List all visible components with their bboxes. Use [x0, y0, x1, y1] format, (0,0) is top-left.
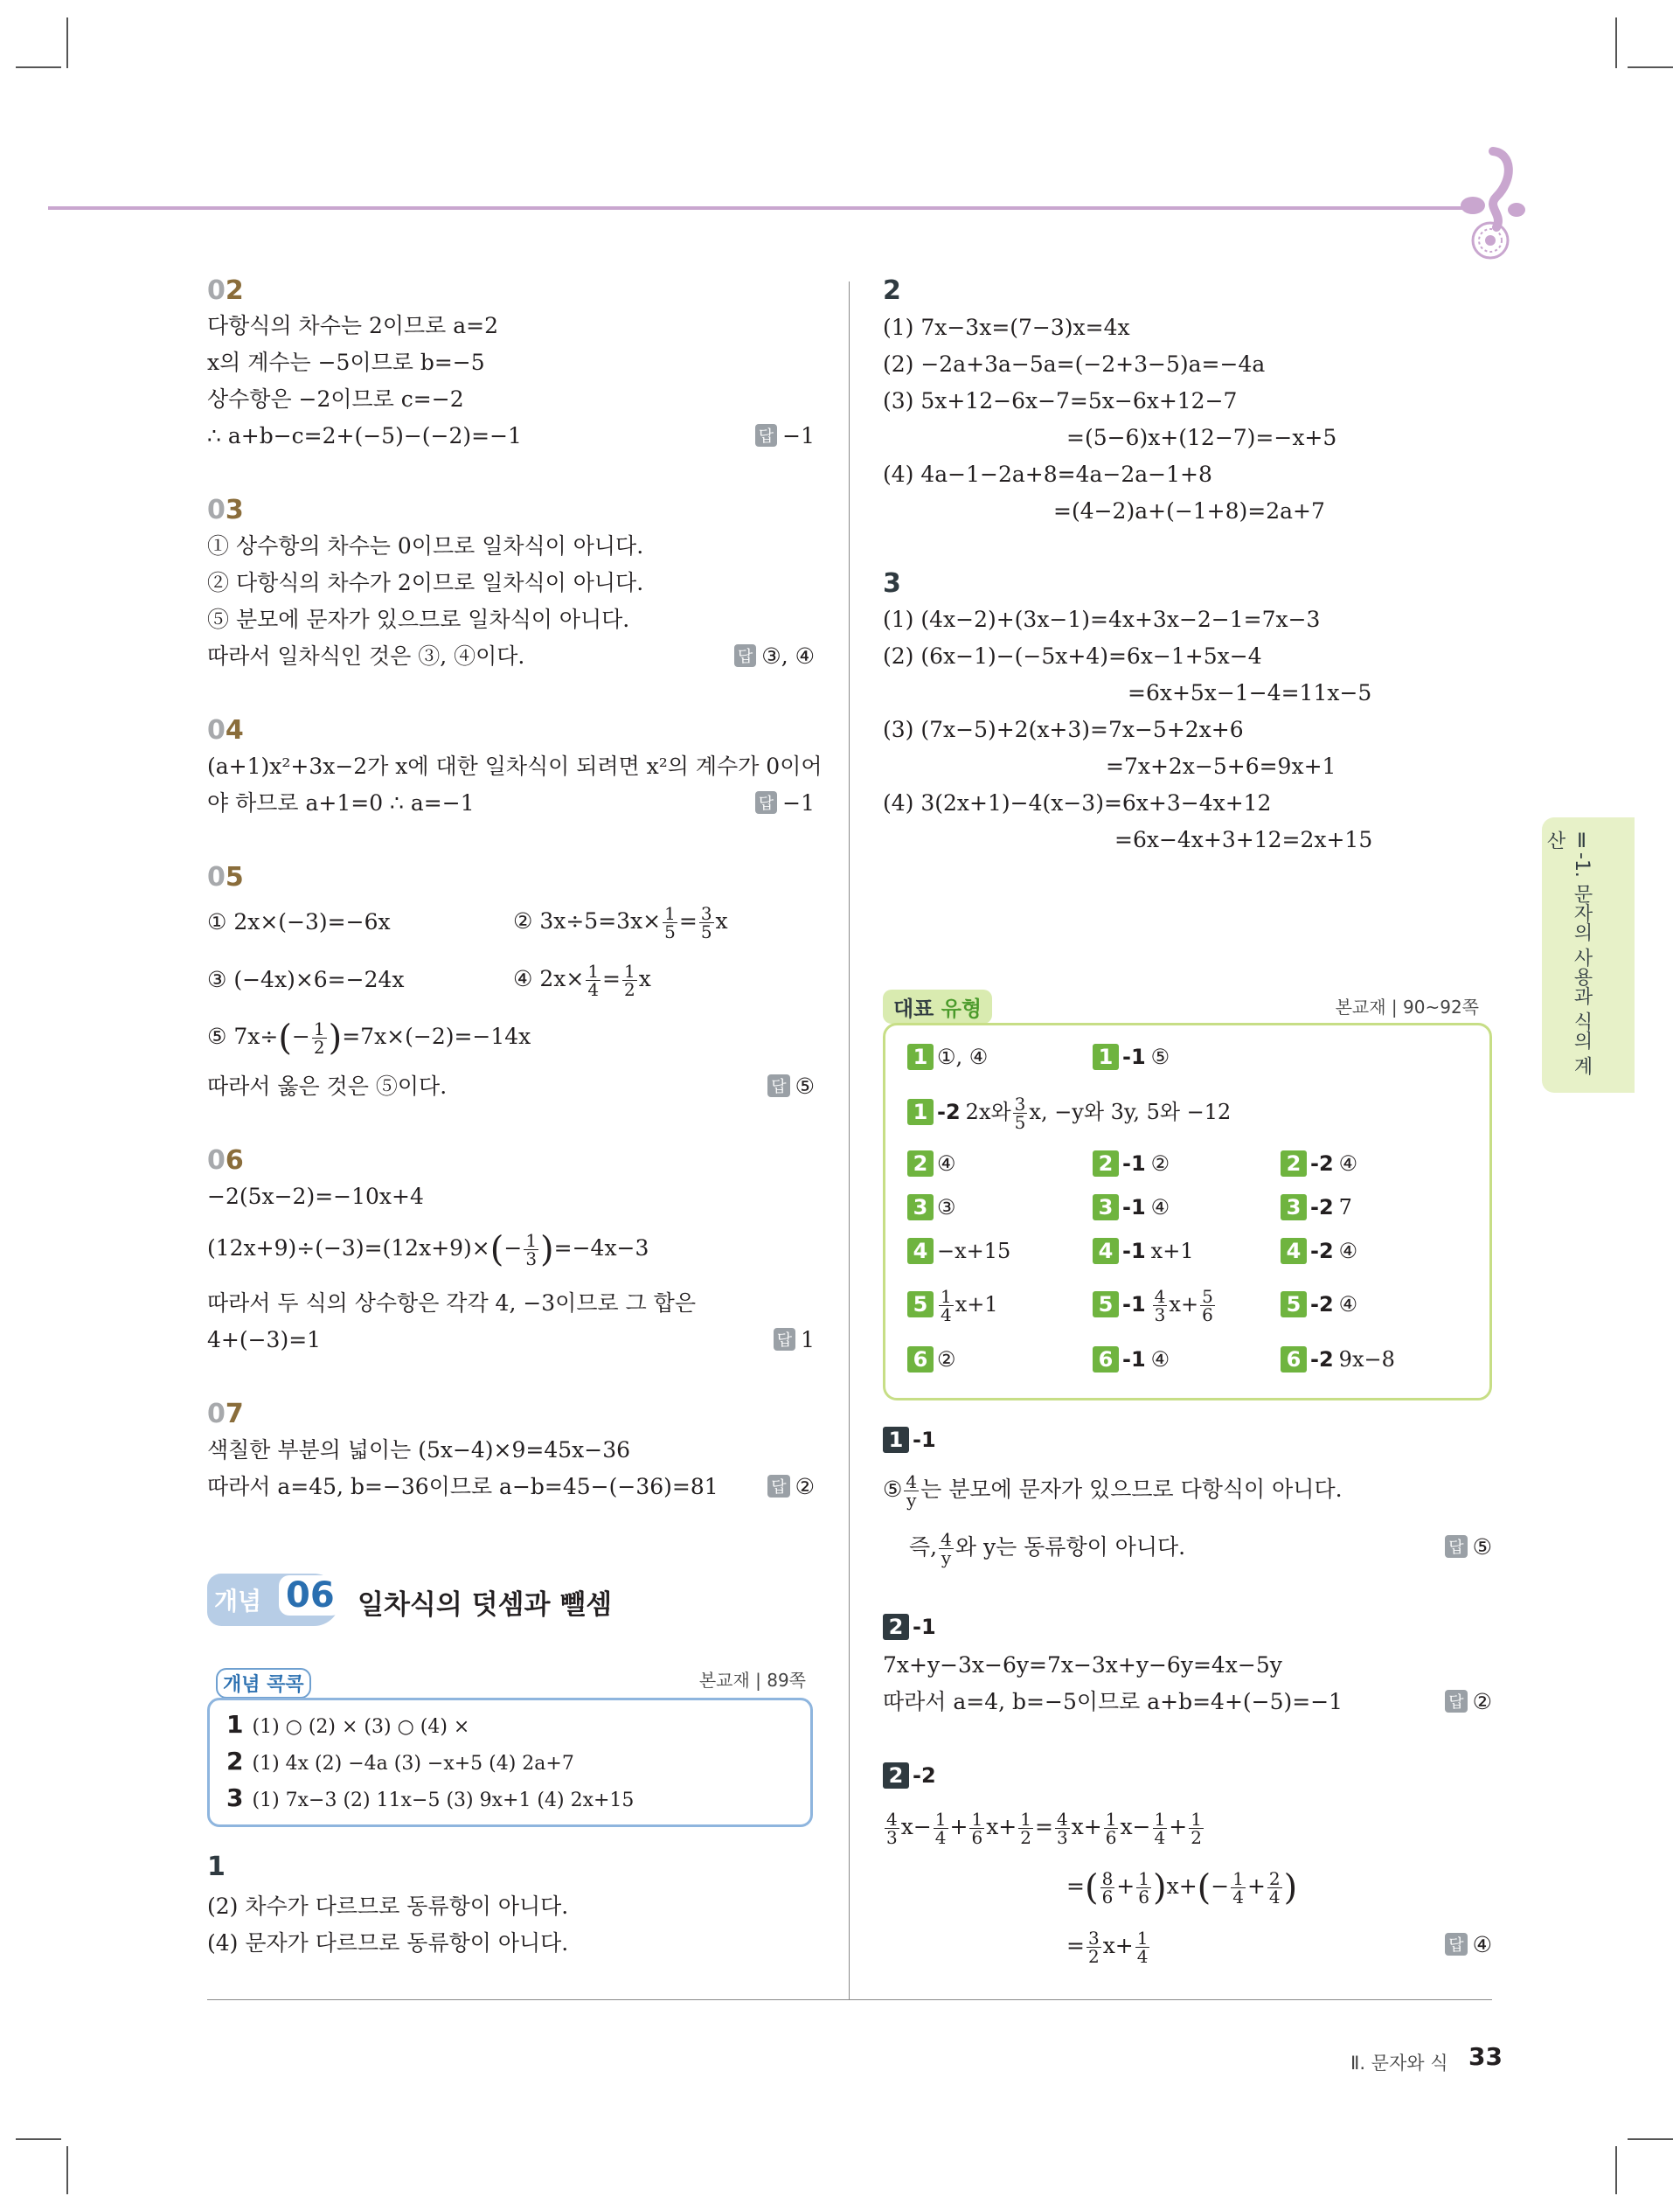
page-number: 33: [1468, 2042, 1503, 2071]
crop-mark: [1615, 2146, 1617, 2194]
problem-number: 05: [207, 862, 244, 893]
kongkong-label: 개념 콕콕: [216, 1668, 311, 1699]
daepyo-item: 3 ③: [907, 1194, 956, 1220]
problem-number: 1: [207, 1852, 226, 1882]
kongkong-row: 2 (1) 4x (2) −4a (3) −x+5 (4) 2a+7: [226, 1747, 574, 1776]
solution-line: (a+1)x²+3x−2가 x에 대한 일차식이 되려면 x²의 계수가 0이어: [207, 754, 823, 779]
daepyo-item: 4 -1 x+1: [1093, 1238, 1194, 1264]
crop-mark: [16, 2138, 61, 2140]
daepyo-item: 5 -2 ④: [1281, 1291, 1357, 1317]
answer: 답 ②: [767, 1474, 815, 1499]
solution-line: 다항식의 차수는 2이므로 a=2: [207, 313, 499, 338]
solution-line: (2) −2a+3a−5a=(−2+3−5)a=−4a: [883, 351, 1266, 377]
solution-line: (2) (6x−1)−(−5x+4)=6x−1+5x−4: [883, 643, 1262, 669]
solution-line: ③ (−4x)×6=−24x: [207, 967, 405, 992]
sub-problem-header: 2 -2: [883, 1762, 941, 1789]
problem-number: 2: [883, 275, 901, 306]
solution-line: ∴ a+b−c=2+(−5)−(−2)=−1: [207, 423, 522, 448]
solution-line: 색칠한 부분의 넓이는 (5x−4)×9=45x−36: [207, 1437, 631, 1463]
problem-number: 06: [207, 1145, 244, 1176]
kongkong-row: 3 (1) 7x−3 (2) 11x−5 (3) 9x+1 (4) 2x+15: [226, 1783, 635, 1812]
answer: 답 ②: [1445, 1689, 1492, 1714]
header-rule: [48, 206, 1482, 210]
right-column: [883, 271, 1492, 1984]
solution-line: 따라서 두 식의 상수항은 각각 4, −3이므로 그 합은: [207, 1290, 696, 1316]
equation-line: =( $\frac{8}{6}$ + $\frac{1}{6}$ )x+(− $\frac{1}{4}$ + $\frac{2}{4}$ ): [1066, 1867, 1298, 1908]
problem-number: 03: [207, 495, 244, 525]
solution-line: (4) 3(2x+1)−4(x−3)=6x+3−4x+12: [883, 790, 1272, 816]
daepyo-item: 6 ②: [907, 1346, 956, 1373]
equation-line: = $\frac{3}{2}$ x+ $\frac{1}{4}$: [1066, 1928, 1149, 1967]
daepyo-item: 6 -2 9x−8: [1281, 1346, 1395, 1373]
solution-line: =(4−2)a+(−1+8)=2a+7: [1053, 498, 1325, 524]
daepyo-item: 2 -2 ④: [1281, 1150, 1357, 1177]
answer: 답 ③, ④: [734, 643, 815, 669]
daepyo-item: 1 -1 ⑤: [1093, 1044, 1170, 1070]
solution-line: ② 3x÷5=3x× $\frac{1}{5}$ = $\frac{3}{5}$ x: [513, 903, 728, 942]
solution-line: (1) 7x−3x=(7−3)x=4x: [883, 315, 1130, 340]
answer: 답 −1: [755, 423, 815, 448]
crop-mark: [66, 17, 68, 68]
problem-number: 3: [883, 568, 901, 599]
problem-number: 02: [207, 275, 244, 306]
left-column: [207, 271, 823, 1984]
daepyo-item: 2 -1 ②: [1093, 1150, 1170, 1177]
answer: 답 −1: [755, 790, 815, 816]
crop-mark: [1628, 2138, 1673, 2140]
solution-line: (12x+9)÷(−3)=(12x+9)×(− $\frac{1}{3}$ )=−4x−3: [207, 1229, 649, 1270]
concept-number: 06: [279, 1575, 342, 1616]
daepyo-item: 1 ①, ④: [907, 1044, 988, 1070]
column-divider: [849, 281, 850, 1999]
solution-line: x의 계수는 −5이므로 b=−5: [207, 350, 485, 375]
concept-label: 개념: [214, 1587, 262, 1616]
problem-number: 07: [207, 1399, 244, 1429]
solution-line: 따라서 a=4, b=−5이므로 a+b=4+(−5)=−1: [883, 1689, 1343, 1714]
solution-line: 7x+y−3x−6y=7x−3x+y−6y=4x−5y: [883, 1652, 1282, 1678]
solution-line: =6x+5x−1−4=11x−5: [1128, 680, 1372, 705]
daepyo-item: 3 -1 ④: [1093, 1194, 1170, 1220]
solution-line: ④ 2x× $\frac{1}{4}$ = $\frac{1}{2}$ x: [513, 961, 651, 1000]
daepyo-item: 1 -2 2x와 $\frac{3}{5}$ x, −y와 3y, 5와 −12: [907, 1088, 1231, 1136]
daepyo-ref: 본교재 | 90~92쪽: [1335, 997, 1479, 1018]
solution-line: ① 상수항의 차수는 0이므로 일차식이 아니다.: [207, 533, 644, 559]
solution-line: ⑤ $\frac{4}{y}$ 는 분모에 문자가 있으므로 다항식이 아니다.: [883, 1471, 1343, 1511]
problem-number: 04: [207, 715, 244, 746]
solution-line: ⑤ 분모에 문자가 있으므로 일차식이 아니다.: [207, 607, 630, 632]
solution-line: =(5−6)x+(12−7)=−x+5: [1066, 425, 1337, 450]
answer: 답 ⑤: [767, 1074, 815, 1099]
daepyo-item: 5 $\frac{1}{4}$ x+1: [907, 1280, 998, 1329]
crop-mark: [66, 2146, 68, 2194]
crop-mark: [1615, 17, 1617, 68]
concept-title: 일차식의 덧셈과 뺄셈: [358, 1589, 613, 1621]
daepyo-label: 대표 유형: [883, 990, 992, 1024]
daepyo-item: 3 -2 7: [1281, 1194, 1352, 1220]
solution-line: ① 2x×(−3)=−6x: [207, 909, 391, 935]
sub-problem-header: 2 -1: [883, 1614, 941, 1640]
solution-line: 따라서 일차식인 것은 ③, ④이다.: [207, 643, 525, 669]
answer: 답 1: [774, 1327, 815, 1352]
answer: 답 ④: [1445, 1932, 1492, 1957]
kongkong-ref: 본교재 | 89쪽: [698, 1670, 806, 1691]
solution-line: 즉, $\frac{4}{y}$ 와 y는 동류항이 아니다.: [909, 1529, 1186, 1568]
solution-line: (4) 4a−1−2a+8=4a−2a−1+8: [883, 462, 1212, 487]
crop-mark: [1628, 66, 1673, 68]
solution-line: (3) 5x+12−6x−7=5x−6x+12−7: [883, 388, 1238, 413]
daepyo-item: 5 -1 $\frac{4}{3}$ x+ $\frac{5}{6}$: [1093, 1280, 1217, 1329]
flower-ornament-icon: [1451, 144, 1530, 262]
solution-line: −2(5x−2)=−10x+4: [207, 1184, 424, 1209]
solution-line: (1) (4x−2)+(3x−1)=4x+3x−2−1=7x−3: [883, 607, 1321, 632]
daepyo-box: [883, 1023, 1492, 1400]
solution-line: 따라서 a=45, b=−36이므로 a−b=45−(−36)=81: [207, 1474, 719, 1499]
solution-line: 야 하므로 a+1=0 ∴ a=−1: [207, 790, 475, 816]
daepyo-item: 2 ④: [907, 1150, 956, 1177]
sub-problem-header: 1 -1: [883, 1427, 941, 1453]
crop-mark: [16, 66, 61, 68]
daepyo-item: 6 -1 ④: [1093, 1346, 1170, 1373]
solution-line: ② 다항식의 차수가 2이므로 일차식이 아니다.: [207, 570, 644, 595]
answer: 답 ⑤: [1445, 1534, 1492, 1560]
solution-line: ⑤ 7x÷(− $\frac{1}{2}$ )=7x×(−2)=−14x: [207, 1018, 531, 1059]
solution-line: =7x+2x−5+6=9x+1: [1106, 754, 1336, 779]
bottom-rule: [207, 1999, 1492, 2000]
solution-line: (3) (7x−5)+2(x+3)=7x−5+2x+6: [883, 717, 1244, 742]
solution-line: (2) 차수가 다르므로 동류항이 아니다.: [207, 1894, 569, 1919]
solution-line: 따라서 옳은 것은 ⑤이다.: [207, 1074, 448, 1099]
kongkong-row: 1 (1) ○ (2) × (3) ○ (4) ×: [226, 1710, 470, 1739]
chapter-side-tab-label: Ⅱ-1. 문자의 사용과 식의 계산: [1544, 830, 1593, 1075]
solution-line: 4+(−3)=1: [207, 1327, 322, 1352]
solution-line: 상수항은 −2이므로 c=−2: [207, 386, 464, 412]
solution-line: =6x−4x+3+12=2x+15: [1114, 827, 1373, 852]
equation-line: $\frac{4}{3}$ x− $\frac{1}{4}$ + $\frac{1}{6}$ x+ $\frac{1}{2}$ = $\frac{4}{3}$ x+ $\frac{1}{6}$ x− $\frac{1}{4}$ + $\frac{1}{2}$: [886, 1809, 1202, 1848]
solution-line: (4) 문자가 다르므로 동류항이 아니다.: [207, 1930, 569, 1956]
daepyo-item: 4 -2 ④: [1281, 1238, 1357, 1264]
daepyo-item: 4 −x+15: [907, 1238, 1010, 1264]
footer-section: Ⅱ. 문자와 식: [1350, 2053, 1448, 2074]
